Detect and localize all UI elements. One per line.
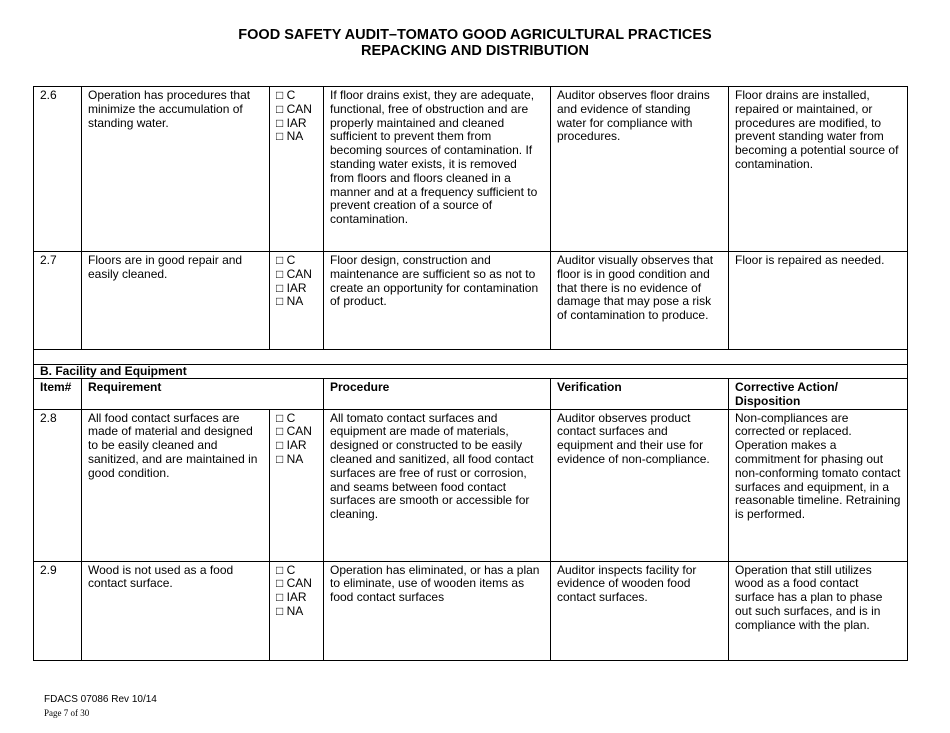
column-header-row xyxy=(34,379,908,410)
compliance-options xyxy=(270,252,324,350)
procedure-cell: If floor drains exist, they are adequate, functional, free of obstruction and are properly maintained and cleaned sufficient to prevent them from becoming sources of contamination. If standing water exists, it is removed from floors and floors cleaned in a manner and at a frequency sufficient to prevent creation of a source of contamination. xyxy=(324,87,551,252)
column-header-corrective-line2: Disposition xyxy=(735,393,801,408)
option-iar-checkbox[interactable]: □ IAR xyxy=(276,590,307,605)
requirement-cell: Wood is not used as a food contact surface. xyxy=(82,561,270,660)
corrective-cell: Floor is repaired as needed. xyxy=(729,252,908,350)
section-title: B. Facility and Equipment xyxy=(34,365,908,379)
option-na-checkbox[interactable]: □ NA xyxy=(276,294,304,309)
option-c-checkbox[interactable]: □ C xyxy=(276,253,296,267)
option-can-checkbox[interactable]: □ CAN xyxy=(276,101,312,116)
form-id: FDACS 07086 Rev 10/14 xyxy=(44,694,157,705)
item-number: 2.6 xyxy=(34,87,82,252)
verification-cell: Auditor observes floor drains and evidence of standing water for compliance with procedures. xyxy=(551,87,729,252)
verification-cell: Auditor visually observes that floor is in good condition and that there is no evidence of damage that may pose a risk of contamination to produce. xyxy=(551,252,729,350)
corrective-cell: Floor drains are installed, repaired or maintained, or procedures are modified, to prevent standing water from becoming a potential source of contamination. xyxy=(729,87,908,252)
requirement-cell: Floors are in good repair and easily cleaned. xyxy=(82,252,270,350)
option-c-checkbox[interactable]: □ C xyxy=(276,410,296,425)
document-title-line1: FOOD SAFETY AUDIT–TOMATO GOOD AGRICULTURAL PRACTICES xyxy=(238,27,712,43)
table-row xyxy=(34,409,908,561)
option-iar-checkbox[interactable]: □ IAR xyxy=(276,438,307,453)
option-na-checkbox[interactable]: □ NA xyxy=(276,603,304,618)
column-header-corrective xyxy=(729,379,908,410)
compliance-options xyxy=(270,87,324,252)
procedure-cell: All tomato contact surfaces and equipment are made of materials, designed or constructed to be easily cleaned and sanitized, all food contact surfaces are free of rust or corrosion, and seams between food contact surfaces are smooth or accessible for cleaning. xyxy=(324,409,551,561)
option-iar-checkbox[interactable]: □ IAR xyxy=(276,280,307,295)
option-c-checkbox[interactable]: □ C xyxy=(276,88,296,102)
requirement-cell: All food contact surfaces are made of material and designed to be easily cleaned and sanitized, and are maintained in good condition. xyxy=(82,409,270,561)
section-heading-row xyxy=(34,365,908,379)
item-number: 2.8 xyxy=(34,409,82,561)
item-number: 2.7 xyxy=(34,252,82,350)
option-na-checkbox[interactable]: □ NA xyxy=(276,129,304,144)
spacer-row xyxy=(34,350,908,365)
column-header-requirement: Requirement xyxy=(82,379,324,410)
table-row xyxy=(34,87,908,252)
column-header-item: Item# xyxy=(34,379,82,410)
corrective-cell: Non-compliances are corrected or replaced. Operation makes a commitment for phasing out non-conforming tomato contact surfaces and equipment, in a reasonable timeline. Retraining is performed. xyxy=(729,409,908,561)
compliance-options xyxy=(270,561,324,660)
compliance-options xyxy=(270,409,324,561)
corrective-cell: Operation that still utilizes wood as a food contact surface has a plan to phase out such surfaces, and is in compliance with the plan. xyxy=(729,561,908,660)
procedure-cell: Floor design, construction and maintenance are sufficient so as not to create an opportunity for contamination of product. xyxy=(324,252,551,350)
page-number: Page 7 of 30 xyxy=(44,708,90,718)
option-c-checkbox[interactable]: □ C xyxy=(276,562,296,577)
option-can-checkbox[interactable]: □ CAN xyxy=(276,266,312,281)
verification-cell: Auditor observes product contact surfaces and equipment and their use for evidence of non-compliance. xyxy=(551,409,729,561)
option-iar-checkbox[interactable]: □ IAR xyxy=(276,115,307,130)
requirement-cell: Operation has procedures that minimize the accumulation of standing water. xyxy=(82,87,270,252)
item-number: 2.9 xyxy=(34,561,82,660)
option-na-checkbox[interactable]: □ NA xyxy=(276,451,304,466)
document-title-line2: REPACKING AND DISTRIBUTION xyxy=(361,43,589,59)
option-can-checkbox[interactable]: □ CAN xyxy=(276,424,312,439)
audit-table xyxy=(33,86,908,661)
table-row xyxy=(34,561,908,660)
option-can-checkbox[interactable]: □ CAN xyxy=(276,576,312,591)
procedure-cell: Operation has eliminated, or has a plan to eliminate, use of wooden items as food contact surfaces xyxy=(324,561,551,660)
column-header-verification: Verification xyxy=(551,379,729,410)
column-header-corrective-line1: Corrective Action/ xyxy=(735,380,838,394)
verification-cell: Auditor inspects facility for evidence of wooden food contact surfaces. xyxy=(551,561,729,660)
table-row xyxy=(34,252,908,350)
column-header-procedure: Procedure xyxy=(324,379,551,410)
